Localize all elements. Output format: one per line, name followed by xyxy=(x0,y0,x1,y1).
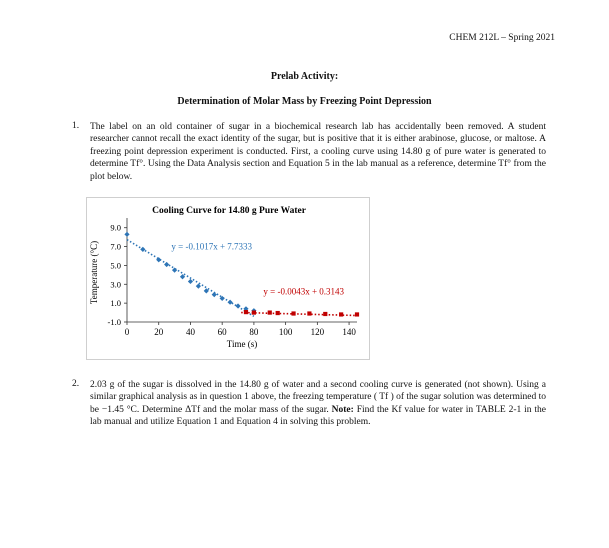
y-tick-label: 1.0 xyxy=(110,298,121,309)
y-tick-label: 9.0 xyxy=(110,222,121,233)
plateau-data-point xyxy=(355,312,359,316)
plateau-data-point xyxy=(268,310,272,314)
cooling-data-point xyxy=(172,268,177,273)
plateau-data-point xyxy=(291,311,295,315)
trendline-equation-cooling: y = -0.1017x + 7.7333 xyxy=(171,241,253,252)
y-tick-label: -1.0 xyxy=(107,317,121,327)
question-1-number: 1. xyxy=(72,121,80,131)
question-2-number: 2. xyxy=(72,379,80,389)
question-1-text: The label on an old container of sugar in a biochemical research lab has accidentally been removed. A student researcher cannot recall the exact identity of the sugar, but is positive that it is either arabinose, glucose, or maltose. A freezing point depression experiment is conducted. First, a cooling curve using 14.80 g of pure water is generated to determine Tf°. Using the Data Analysis section and Equation 5 in the lab manual as a reference, determine Tf° from the plot below. xyxy=(90,122,546,182)
cooling-data-point xyxy=(196,284,201,289)
question-2-note-text: Find the Kf value for water in TABLE 2-1 in the lab manual and utilize Equation 1 and Equation 4 in solving this problem. xyxy=(90,404,547,428)
chart-ticks xyxy=(108,223,357,337)
chart-title: Cooling Curve for 14.80 g Pure Water xyxy=(152,206,306,216)
x-tick-label: 0 xyxy=(124,327,130,337)
cooling-data-point xyxy=(235,303,240,308)
plateau-data-point xyxy=(276,311,280,315)
cooling-data-point xyxy=(124,232,129,237)
trendline-equation-plateau: y = -0.0043x + 0.3143 xyxy=(263,286,345,297)
x-tick-label: 20 xyxy=(154,327,164,337)
course-header: CHEM 212L – Spring 2021 xyxy=(449,33,555,43)
y-axis-label: Temperature (°C) xyxy=(89,240,99,305)
question-2-text xyxy=(90,379,546,429)
chart-svg xyxy=(87,198,371,361)
x-tick-label: 40 xyxy=(185,327,195,337)
x-tick-label: 120 xyxy=(310,327,325,337)
x-axis-label: Time (s) xyxy=(226,339,258,349)
y-tick-label: 3.0 xyxy=(110,279,121,290)
cooling-data-point xyxy=(164,262,169,267)
x-tick-label: 80 xyxy=(249,327,259,337)
cooling-data-point xyxy=(188,279,193,284)
question-2-note-label: Note: xyxy=(331,404,354,415)
x-tick-label: 100 xyxy=(278,327,293,337)
question-2-main-text: 2.03 g of the sugar is dissolved in the 14.80 g of water and a second cooling curve is generated (not shown). Using a similar graphical analysis as in question 1 above, the freezing temperature ( Tf ) of the sugar solution was determined to be −1.45 °C. Determine ΔTf and the molar mass of the sugar. xyxy=(90,380,546,415)
cooling-data-point xyxy=(212,292,217,297)
x-tick-label: 60 xyxy=(217,327,227,337)
plateau-data-point xyxy=(307,311,311,315)
plateau-data-point xyxy=(252,310,256,314)
plateau-data-point xyxy=(244,310,248,314)
page-subtitle: Determination of Molar Mass by Freezing Point Depression xyxy=(177,96,432,107)
chart-axes xyxy=(127,218,357,322)
x-tick-label: 140 xyxy=(342,327,356,337)
cooling-curve-chart xyxy=(86,197,370,360)
plateau-data-point xyxy=(323,312,327,316)
y-tick-label: 5.0 xyxy=(110,260,121,271)
y-tick-label: 7.0 xyxy=(110,241,121,252)
page-title: Prelab Activity: xyxy=(270,71,339,82)
plateau-data-point xyxy=(339,312,343,316)
